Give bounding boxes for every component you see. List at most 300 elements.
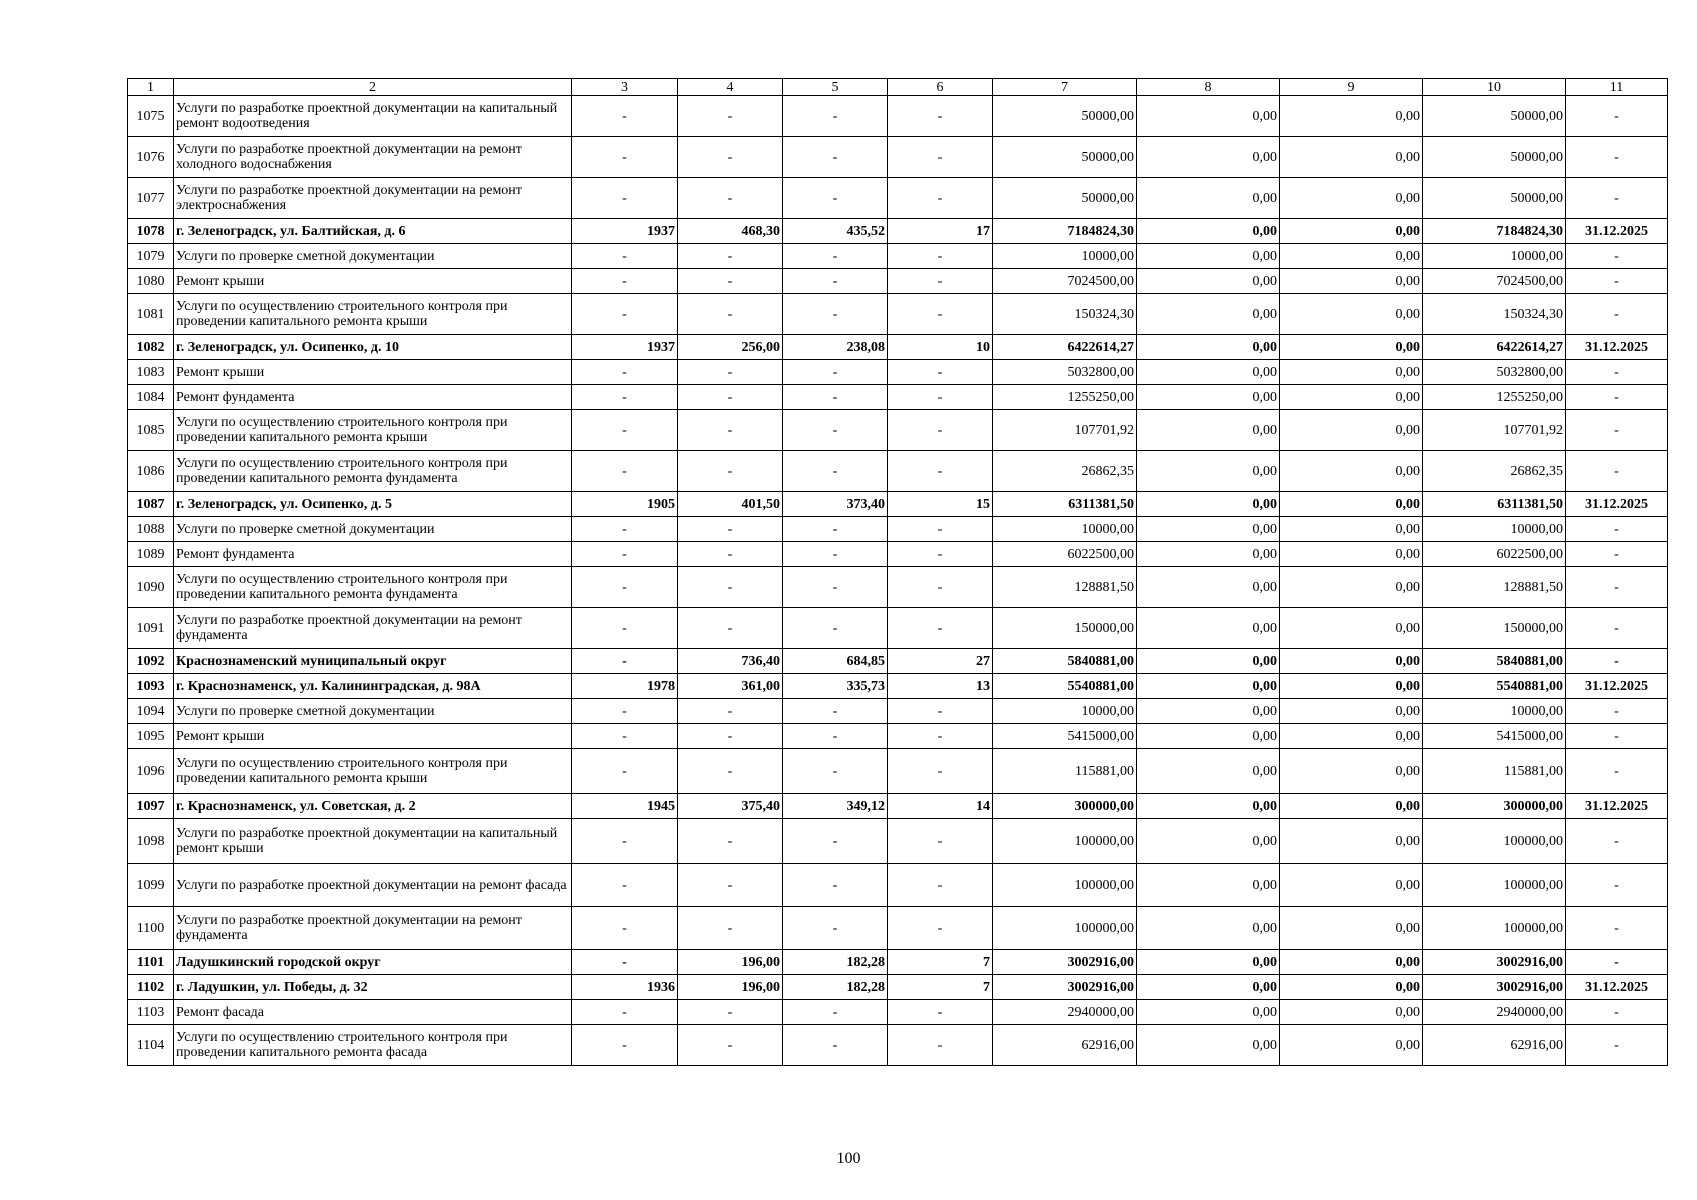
table-row: [128, 360, 1668, 385]
col-4-value: -: [678, 864, 783, 907]
table-row: [128, 749, 1668, 794]
col-5-value: -: [783, 96, 888, 137]
col-9-value: 0,00: [1280, 794, 1423, 819]
col-10-value: 107701,92: [1423, 410, 1566, 451]
col-7-value: 10000,00: [993, 517, 1137, 542]
col-10-value: 10000,00: [1423, 244, 1566, 269]
row-name: Услуги по разработке проектной документации на ремонт холодного водоснабжения: [174, 137, 572, 178]
row-number: 1076: [128, 137, 174, 178]
row-name: Ремонт крыши: [174, 724, 572, 749]
col-11-value: -: [1566, 699, 1668, 724]
row-number: 1094: [128, 699, 174, 724]
col-5-value: 435,52: [783, 219, 888, 244]
col-9-value: 0,00: [1280, 451, 1423, 492]
col-3-value: -: [572, 137, 678, 178]
row-number: 1100: [128, 907, 174, 950]
col-9-value: 0,00: [1280, 492, 1423, 517]
row-number: 1092: [128, 649, 174, 674]
col-3-value: -: [572, 542, 678, 567]
col-6-value: -: [888, 385, 993, 410]
col-5-value: 182,28: [783, 950, 888, 975]
row-number: 1095: [128, 724, 174, 749]
col-6-value: 14: [888, 794, 993, 819]
col-3-value: -: [572, 950, 678, 975]
col-10-value: 62916,00: [1423, 1025, 1566, 1066]
col-4-value: -: [678, 137, 783, 178]
row-name: Ремонт фундамента: [174, 542, 572, 567]
column-number: 8: [1137, 79, 1280, 96]
col-10-value: 3002916,00: [1423, 950, 1566, 975]
row-number: 1078: [128, 219, 174, 244]
col-11-value: -: [1566, 567, 1668, 608]
col-8-value: 0,00: [1137, 410, 1280, 451]
col-11-value: -: [1566, 542, 1668, 567]
table-row: [128, 96, 1668, 137]
row-name: Услуги по осуществлению строительного контроля при проведении капитального ремонта крыши: [174, 749, 572, 794]
col-11-value: 31.12.2025: [1566, 975, 1668, 1000]
col-6-value: 10: [888, 335, 993, 360]
table-row: [128, 649, 1668, 674]
col-3-value: -: [572, 451, 678, 492]
col-9-value: 0,00: [1280, 410, 1423, 451]
row-name: Ремонт фундамента: [174, 385, 572, 410]
col-7-value: 26862,35: [993, 451, 1137, 492]
column-number: 2: [174, 79, 572, 96]
col-6-value: -: [888, 451, 993, 492]
col-9-value: 0,00: [1280, 674, 1423, 699]
col-5-value: 373,40: [783, 492, 888, 517]
col-3-value: -: [572, 360, 678, 385]
col-10-value: 10000,00: [1423, 699, 1566, 724]
col-9-value: 0,00: [1280, 542, 1423, 567]
row-number: 1090: [128, 567, 174, 608]
col-7-value: 7024500,00: [993, 269, 1137, 294]
row-number: 1079: [128, 244, 174, 269]
col-4-value: -: [678, 178, 783, 219]
col-6-value: -: [888, 749, 993, 794]
col-7-value: 2940000,00: [993, 1000, 1137, 1025]
row-number: 1093: [128, 674, 174, 699]
table-row: [128, 219, 1668, 244]
col-5-value: 238,08: [783, 335, 888, 360]
col-3-value: -: [572, 385, 678, 410]
col-9-value: 0,00: [1280, 294, 1423, 335]
col-11-value: -: [1566, 244, 1668, 269]
column-number: 3: [572, 79, 678, 96]
col-4-value: -: [678, 385, 783, 410]
col-10-value: 3002916,00: [1423, 975, 1566, 1000]
col-11-value: -: [1566, 1025, 1668, 1066]
row-name: Услуги по проверке сметной документации: [174, 517, 572, 542]
col-9-value: 0,00: [1280, 1025, 1423, 1066]
col-7-value: 5840881,00: [993, 649, 1137, 674]
col-9-value: 0,00: [1280, 649, 1423, 674]
table-row: [128, 542, 1668, 567]
col-3-value: 1945: [572, 794, 678, 819]
col-7-value: 115881,00: [993, 749, 1137, 794]
col-8-value: 0,00: [1137, 567, 1280, 608]
col-9-value: 0,00: [1280, 137, 1423, 178]
col-7-value: 50000,00: [993, 178, 1137, 219]
table-row: [128, 975, 1668, 1000]
col-3-value: 1936: [572, 975, 678, 1000]
col-5-value: -: [783, 542, 888, 567]
col-10-value: 50000,00: [1423, 178, 1566, 219]
col-6-value: -: [888, 269, 993, 294]
col-4-value: -: [678, 96, 783, 137]
table-row: [128, 907, 1668, 950]
table-row: [128, 517, 1668, 542]
col-7-value: 1255250,00: [993, 385, 1137, 410]
col-8-value: 0,00: [1137, 975, 1280, 1000]
row-name: Услуги по разработке проектной документации на капитальный ремонт водоотведения: [174, 96, 572, 137]
col-11-value: -: [1566, 269, 1668, 294]
page-number: 100: [836, 1150, 861, 1167]
row-name: г. Зеленоградск, ул. Осипенко, д. 5: [174, 492, 572, 517]
col-8-value: 0,00: [1137, 674, 1280, 699]
col-3-value: -: [572, 178, 678, 219]
col-10-value: 100000,00: [1423, 819, 1566, 864]
row-number: 1080: [128, 269, 174, 294]
col-8-value: 0,00: [1137, 819, 1280, 864]
col-3-value: -: [572, 907, 678, 950]
col-3-value: -: [572, 269, 678, 294]
col-3-value: 1937: [572, 219, 678, 244]
col-6-value: -: [888, 542, 993, 567]
col-10-value: 6311381,50: [1423, 492, 1566, 517]
col-8-value: 0,00: [1137, 244, 1280, 269]
col-9-value: 0,00: [1280, 950, 1423, 975]
col-9-value: 0,00: [1280, 819, 1423, 864]
row-name: Ладушкинский городской округ: [174, 950, 572, 975]
row-name: Услуги по осуществлению строительного контроля при проведении капитального ремонта крыши: [174, 410, 572, 451]
col-11-value: -: [1566, 649, 1668, 674]
row-name: Услуги по проверке сметной документации: [174, 699, 572, 724]
col-8-value: 0,00: [1137, 269, 1280, 294]
col-10-value: 2940000,00: [1423, 1000, 1566, 1025]
col-9-value: 0,00: [1280, 749, 1423, 794]
col-5-value: 335,73: [783, 674, 888, 699]
col-9-value: 0,00: [1280, 975, 1423, 1000]
col-7-value: 107701,92: [993, 410, 1137, 451]
table-row: [128, 269, 1668, 294]
col-8-value: 0,00: [1137, 1025, 1280, 1066]
col-4-value: -: [678, 567, 783, 608]
col-3-value: -: [572, 819, 678, 864]
col-4-value: 196,00: [678, 950, 783, 975]
col-6-value: -: [888, 1025, 993, 1066]
table-row: [128, 608, 1668, 649]
col-4-value: -: [678, 360, 783, 385]
col-8-value: 0,00: [1137, 542, 1280, 567]
col-3-value: 1978: [572, 674, 678, 699]
col-4-value: -: [678, 1025, 783, 1066]
column-number: 1: [128, 79, 174, 96]
col-3-value: -: [572, 410, 678, 451]
col-6-value: -: [888, 608, 993, 649]
col-11-value: 31.12.2025: [1566, 492, 1668, 517]
row-name: Услуги по осуществлению строительного контроля при проведении капитального ремонта крыши: [174, 294, 572, 335]
col-4-value: -: [678, 410, 783, 451]
col-11-value: -: [1566, 907, 1668, 950]
col-7-value: 10000,00: [993, 699, 1137, 724]
col-4-value: 468,30: [678, 219, 783, 244]
col-7-value: 3002916,00: [993, 950, 1137, 975]
table-row: [128, 137, 1668, 178]
col-10-value: 6422614,27: [1423, 335, 1566, 360]
col-5-value: -: [783, 360, 888, 385]
col-6-value: 27: [888, 649, 993, 674]
col-8-value: 0,00: [1137, 137, 1280, 178]
col-7-value: 10000,00: [993, 244, 1137, 269]
col-8-value: 0,00: [1137, 517, 1280, 542]
col-5-value: -: [783, 269, 888, 294]
table-row: [128, 294, 1668, 335]
table-row: [128, 410, 1668, 451]
table-row: [128, 451, 1668, 492]
table-row: [128, 492, 1668, 517]
col-10-value: 7024500,00: [1423, 269, 1566, 294]
col-9-value: 0,00: [1280, 608, 1423, 649]
row-number: 1104: [128, 1025, 174, 1066]
col-8-value: 0,00: [1137, 360, 1280, 385]
col-11-value: -: [1566, 294, 1668, 335]
row-number: 1087: [128, 492, 174, 517]
col-4-value: -: [678, 294, 783, 335]
col-5-value: -: [783, 410, 888, 451]
col-9-value: 0,00: [1280, 699, 1423, 724]
col-8-value: 0,00: [1137, 96, 1280, 137]
col-6-value: 7: [888, 975, 993, 1000]
col-7-value: 3002916,00: [993, 975, 1137, 1000]
col-5-value: -: [783, 608, 888, 649]
table-row: [128, 1025, 1668, 1066]
col-11-value: -: [1566, 950, 1668, 975]
col-6-value: -: [888, 699, 993, 724]
col-3-value: -: [572, 608, 678, 649]
col-5-value: -: [783, 907, 888, 950]
budget-table: [127, 78, 1668, 1066]
col-7-value: 6422614,27: [993, 335, 1137, 360]
table-row: [128, 1000, 1668, 1025]
table-row: [128, 335, 1668, 360]
col-3-value: -: [572, 864, 678, 907]
col-10-value: 26862,35: [1423, 451, 1566, 492]
col-11-value: -: [1566, 864, 1668, 907]
col-7-value: 50000,00: [993, 96, 1137, 137]
col-10-value: 5415000,00: [1423, 724, 1566, 749]
col-9-value: 0,00: [1280, 567, 1423, 608]
col-11-value: -: [1566, 517, 1668, 542]
col-4-value: -: [678, 749, 783, 794]
col-6-value: -: [888, 864, 993, 907]
col-7-value: 6311381,50: [993, 492, 1137, 517]
col-6-value: -: [888, 724, 993, 749]
col-9-value: 0,00: [1280, 96, 1423, 137]
col-9-value: 0,00: [1280, 1000, 1423, 1025]
table-row: [128, 950, 1668, 975]
row-number: 1103: [128, 1000, 174, 1025]
col-10-value: 5540881,00: [1423, 674, 1566, 699]
col-7-value: 128881,50: [993, 567, 1137, 608]
col-6-value: -: [888, 137, 993, 178]
col-8-value: 0,00: [1137, 219, 1280, 244]
col-11-value: -: [1566, 724, 1668, 749]
col-9-value: 0,00: [1280, 517, 1423, 542]
col-3-value: 1937: [572, 335, 678, 360]
table-row: [128, 178, 1668, 219]
col-4-value: -: [678, 269, 783, 294]
col-9-value: 0,00: [1280, 907, 1423, 950]
col-11-value: -: [1566, 608, 1668, 649]
col-6-value: -: [888, 1000, 993, 1025]
column-number: 10: [1423, 79, 1566, 96]
col-5-value: -: [783, 1000, 888, 1025]
col-7-value: 100000,00: [993, 864, 1137, 907]
row-name: г. Краснознаменск, ул. Калининградская, д. 98А: [174, 674, 572, 699]
col-3-value: -: [572, 1000, 678, 1025]
col-11-value: -: [1566, 749, 1668, 794]
row-name: Услуги по осуществлению строительного контроля при проведении капитального ремонта фасада: [174, 1025, 572, 1066]
col-6-value: -: [888, 360, 993, 385]
col-4-value: -: [678, 724, 783, 749]
col-4-value: -: [678, 907, 783, 950]
col-8-value: 0,00: [1137, 451, 1280, 492]
col-3-value: -: [572, 294, 678, 335]
col-8-value: 0,00: [1137, 385, 1280, 410]
col-4-value: 736,40: [678, 649, 783, 674]
col-6-value: -: [888, 567, 993, 608]
col-6-value: -: [888, 819, 993, 864]
col-8-value: 0,00: [1137, 724, 1280, 749]
col-8-value: 0,00: [1137, 864, 1280, 907]
table-body: [128, 96, 1668, 1066]
row-name: Услуги по осуществлению строительного контроля при проведении капитального ремонта фундамента: [174, 567, 572, 608]
col-7-value: 300000,00: [993, 794, 1137, 819]
col-3-value: -: [572, 749, 678, 794]
col-9-value: 0,00: [1280, 335, 1423, 360]
column-number-row: [128, 79, 1668, 96]
row-name: Услуги по разработке проектной документации на ремонт фундамента: [174, 907, 572, 950]
col-5-value: -: [783, 385, 888, 410]
row-number: 1083: [128, 360, 174, 385]
row-name: Ремонт крыши: [174, 360, 572, 385]
table-row: [128, 819, 1668, 864]
col-5-value: -: [783, 451, 888, 492]
row-name: Услуги по осуществлению строительного контроля при проведении капитального ремонта фундамента: [174, 451, 572, 492]
row-name: г. Ладушкин, ул. Победы, д. 32: [174, 975, 572, 1000]
row-number: 1097: [128, 794, 174, 819]
col-4-value: -: [678, 699, 783, 724]
col-10-value: 5840881,00: [1423, 649, 1566, 674]
col-3-value: 1905: [572, 492, 678, 517]
col-3-value: -: [572, 244, 678, 269]
col-10-value: 1255250,00: [1423, 385, 1566, 410]
col-3-value: -: [572, 724, 678, 749]
col-5-value: -: [783, 178, 888, 219]
row-name: Услуги по разработке проектной документации на ремонт фундамента: [174, 608, 572, 649]
col-10-value: 300000,00: [1423, 794, 1566, 819]
col-5-value: -: [783, 724, 888, 749]
row-name: Ремонт фасада: [174, 1000, 572, 1025]
col-3-value: -: [572, 517, 678, 542]
row-name: г. Зеленоградск, ул. Балтийская, д. 6: [174, 219, 572, 244]
col-5-value: -: [783, 517, 888, 542]
col-4-value: -: [678, 517, 783, 542]
col-11-value: 31.12.2025: [1566, 335, 1668, 360]
col-5-value: -: [783, 819, 888, 864]
col-9-value: 0,00: [1280, 864, 1423, 907]
row-name: Услуги по проверке сметной документации: [174, 244, 572, 269]
col-4-value: -: [678, 451, 783, 492]
row-name: Краснознаменский муниципальный округ: [174, 649, 572, 674]
row-number: 1098: [128, 819, 174, 864]
row-number: 1101: [128, 950, 174, 975]
row-number: 1081: [128, 294, 174, 335]
col-6-value: -: [888, 178, 993, 219]
table-row: [128, 864, 1668, 907]
col-6-value: -: [888, 517, 993, 542]
col-3-value: -: [572, 1025, 678, 1066]
col-4-value: -: [678, 244, 783, 269]
row-name: Ремонт крыши: [174, 269, 572, 294]
row-number: 1096: [128, 749, 174, 794]
col-4-value: 401,50: [678, 492, 783, 517]
col-7-value: 150000,00: [993, 608, 1137, 649]
column-number: 5: [783, 79, 888, 96]
col-11-value: 31.12.2025: [1566, 674, 1668, 699]
row-number: 1089: [128, 542, 174, 567]
col-10-value: 100000,00: [1423, 907, 1566, 950]
col-11-value: -: [1566, 451, 1668, 492]
col-4-value: 256,00: [678, 335, 783, 360]
col-11-value: -: [1566, 360, 1668, 385]
col-11-value: -: [1566, 1000, 1668, 1025]
row-name: Услуги по разработке проектной документации на ремонт электроснабжения: [174, 178, 572, 219]
column-number: 4: [678, 79, 783, 96]
col-8-value: 0,00: [1137, 699, 1280, 724]
col-11-value: -: [1566, 385, 1668, 410]
col-9-value: 0,00: [1280, 360, 1423, 385]
col-11-value: -: [1566, 819, 1668, 864]
column-number: 6: [888, 79, 993, 96]
col-7-value: 100000,00: [993, 819, 1137, 864]
row-number: 1099: [128, 864, 174, 907]
row-number: 1084: [128, 385, 174, 410]
col-9-value: 0,00: [1280, 269, 1423, 294]
col-9-value: 0,00: [1280, 385, 1423, 410]
col-9-value: 0,00: [1280, 219, 1423, 244]
col-5-value: -: [783, 567, 888, 608]
col-9-value: 0,00: [1280, 178, 1423, 219]
column-number: 11: [1566, 79, 1668, 96]
col-8-value: 0,00: [1137, 749, 1280, 794]
col-8-value: 0,00: [1137, 492, 1280, 517]
col-8-value: 0,00: [1137, 907, 1280, 950]
col-8-value: 0,00: [1137, 178, 1280, 219]
col-11-value: -: [1566, 178, 1668, 219]
row-number: 1085: [128, 410, 174, 451]
col-8-value: 0,00: [1137, 950, 1280, 975]
row-name: г. Зеленоградск, ул. Осипенко, д. 10: [174, 335, 572, 360]
col-7-value: 50000,00: [993, 137, 1137, 178]
column-number: 7: [993, 79, 1137, 96]
row-number: 1091: [128, 608, 174, 649]
row-name: г. Краснознаменск, ул. Советская, д. 2: [174, 794, 572, 819]
row-number: 1086: [128, 451, 174, 492]
col-11-value: 31.12.2025: [1566, 794, 1668, 819]
table-row: [128, 674, 1668, 699]
